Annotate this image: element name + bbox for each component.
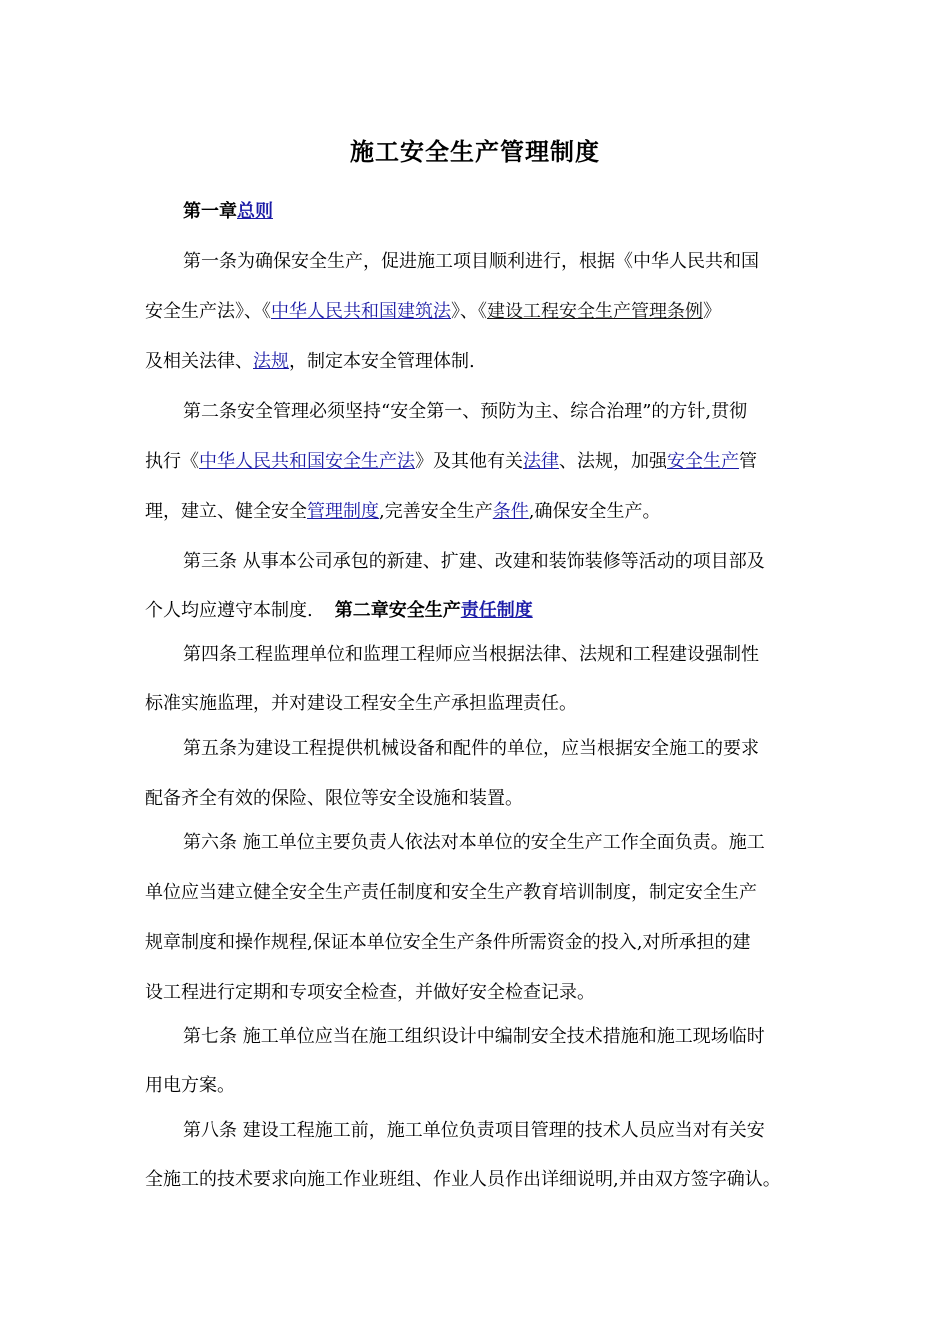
- document-title: 施工安全生产管理制度: [350, 137, 600, 166]
- chapter-2-heading: [335, 600, 533, 621]
- text-fragment: 及相关法律、: [145, 351, 253, 372]
- article-1-line-2: [145, 300, 721, 324]
- article-7-line-2: 用电方案。: [145, 1075, 235, 1096]
- text-fragment: 》、《: [451, 301, 487, 322]
- article-3-line-2: [145, 599, 533, 623]
- article-4-line-1: 第四条工程监理单位和监理工程师应当根据法律、法规和工程建设强制性: [183, 644, 759, 665]
- text-fragment: 执行《: [145, 451, 199, 472]
- article-6-line-4: 设工程进行定期和专项安全检查，并做好安全检查记录。: [145, 982, 595, 1003]
- article-6-line-3: 规章制度和操作规程,保证本单位安全生产条件所需资金的投入,对所承担的建: [145, 932, 751, 953]
- link-safety-production[interactable]: 安全生产: [667, 451, 739, 472]
- chapter-1-heading: [183, 200, 273, 224]
- article-1-line-3: [145, 350, 475, 374]
- text-fragment: 理，建立、健全安全: [145, 501, 307, 522]
- chapter-2-prefix: 第二章安全生产: [334, 600, 461, 621]
- article-2-line-2: [145, 450, 757, 474]
- article-6-line-1: 第六条 施工单位主要负责人依法对本单位的安全生产工作全面负责。施工: [183, 832, 765, 853]
- article-7-line-1: 第七条 施工单位应当在施工组织设计中编制安全技术措施和施工现场临时: [183, 1026, 765, 1047]
- article-2-line-3: [145, 500, 660, 524]
- article-5-line-1: 第五条为建设工程提供机械设备和配件的单位，应当根据安全施工的要求: [183, 738, 759, 759]
- text-fragment: 管: [739, 451, 757, 472]
- text-fragment: 》及其他有关: [415, 451, 523, 472]
- text-fragment: 个人均应遵守本制度.: [145, 600, 313, 621]
- article-3-line-1: 第三条 从事本公司承包的新建、扩建、改建和装饰装修等活动的项目部及: [183, 551, 765, 572]
- link-safety-production-law[interactable]: 中华人民共和国安全生产法: [199, 451, 415, 472]
- text-fragment: 安全生产法》、《: [145, 301, 271, 322]
- text-fragment: ,完善安全生产: [379, 501, 493, 522]
- text-fragment: 》: [703, 301, 721, 322]
- link-construction-law[interactable]: 中华人民共和国建筑法: [271, 301, 451, 322]
- article-4-line-2: 标准实施监理，并对建设工程安全生产承担监理责任。: [145, 693, 577, 714]
- link-safety-regulations[interactable]: 建设工程安全生产管理条例: [487, 301, 703, 322]
- article-5-line-2: 配备齐全有效的保险、限位等安全设施和装置。: [145, 788, 523, 809]
- text-fragment: 、法规，加强: [559, 451, 667, 472]
- chapter-1-prefix: 第一章: [183, 201, 237, 222]
- article-8-line-2: 全施工的技术要求向施工作业班组、作业人员作出详细说明,并由双方签字确认。: [145, 1169, 781, 1190]
- article-2-line-1: 第二条安全管理必须坚持“安全第一、预防为主、综合治理”的方针,贯彻: [183, 401, 748, 422]
- link-law[interactable]: 法律: [523, 451, 559, 472]
- article-1-line-1: 第一条为确保安全生产，促进施工项目顺利进行，根据《中华人民共和国: [183, 251, 759, 272]
- link-conditions[interactable]: 条件: [492, 501, 529, 522]
- text-fragment: ,确保安全生产。: [528, 501, 661, 522]
- text-fragment: ，制定本安全管理体制.: [289, 351, 475, 372]
- article-8-line-1: 第八条 建设工程施工前，施工单位负责项目管理的技术人员应当对有关安: [183, 1120, 765, 1141]
- link-management-system[interactable]: 管理制度: [307, 501, 379, 522]
- article-6-line-2: 单位应当建立健全安全生产责任制度和安全生产教育培训制度，制定安全生产: [145, 882, 757, 903]
- link-responsibility-system[interactable]: 责任制度: [460, 600, 533, 621]
- link-general-provisions[interactable]: 总则: [237, 201, 273, 222]
- link-regulations[interactable]: 法规: [253, 351, 289, 372]
